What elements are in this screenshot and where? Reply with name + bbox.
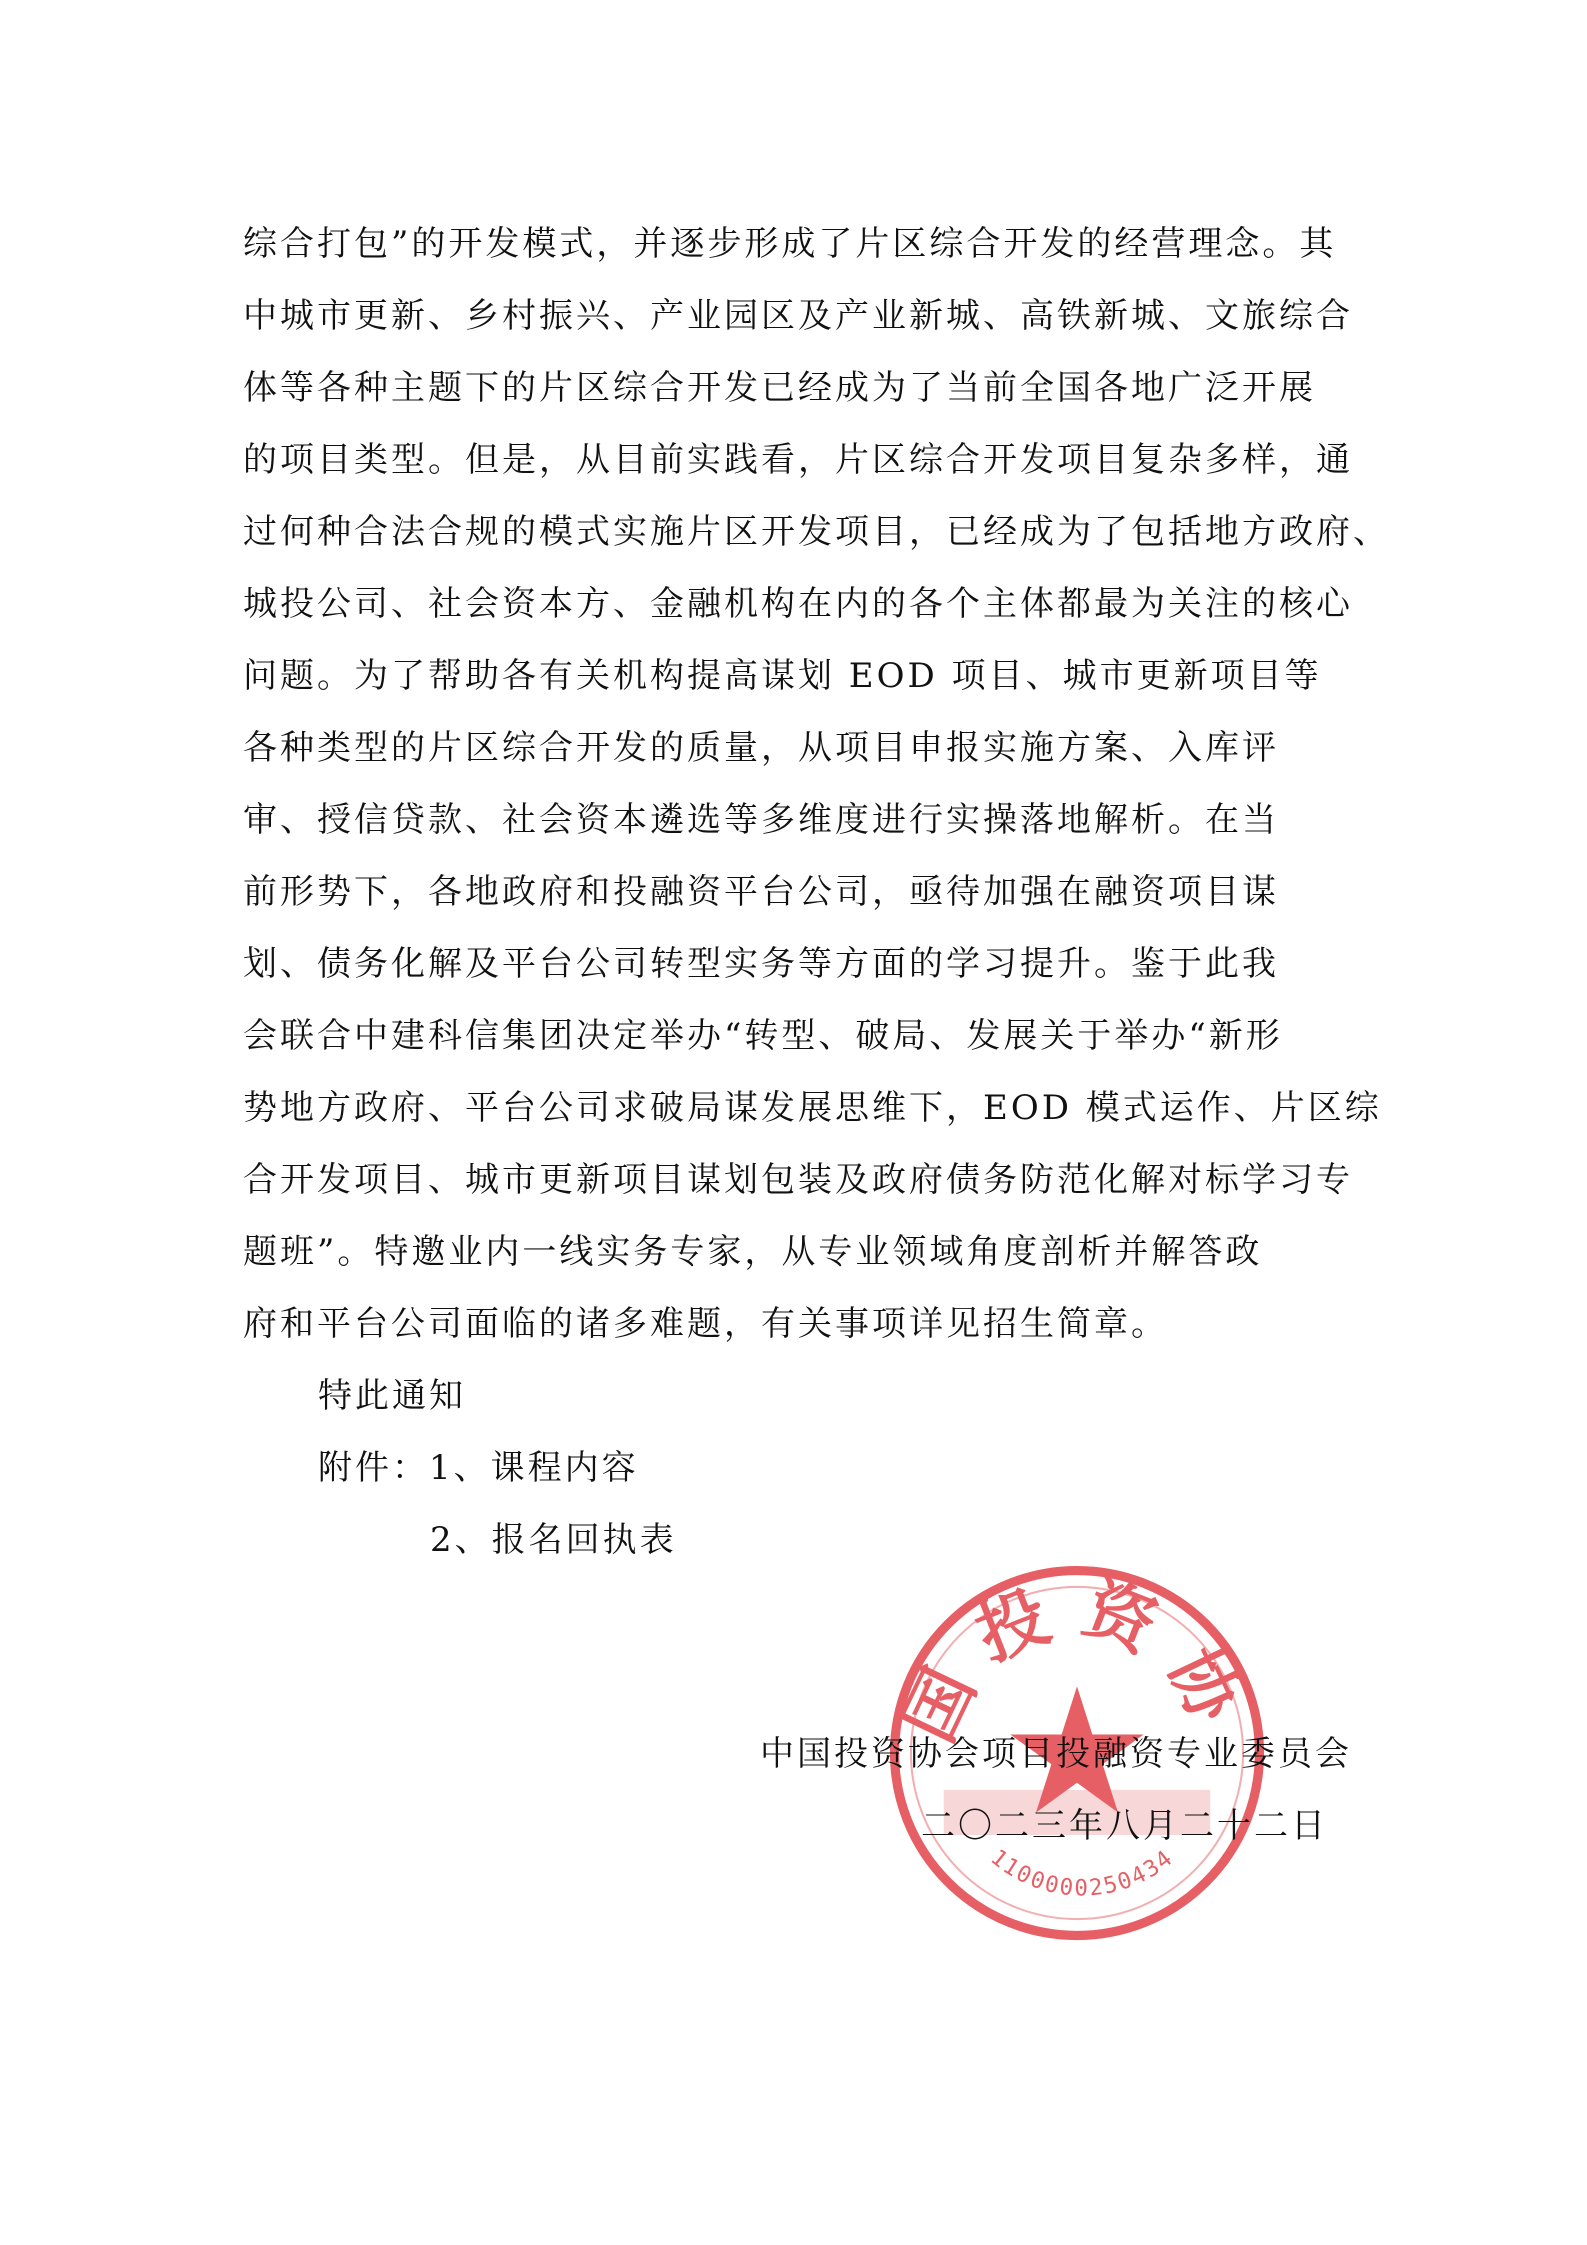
paragraph-line: 题班”。特邀业内一线实务专家，从专业领域角度剖析并解答政	[243, 1232, 1263, 1272]
paragraph-line: 各种类型的片区综合开发的质量，从项目申报实施方案、入库评	[243, 728, 1279, 768]
paragraph-line: 审、授信贷款、社会资本遴选等多维度进行实操落地解析。在当	[243, 800, 1279, 840]
letter-body	[243, 208, 1390, 1576]
seal-arc-text: 国投资协	[888, 1567, 1266, 1755]
attachments-prefix: 附件：	[318, 1448, 429, 1488]
paragraph-line: 府和平台公司面临的诸多难题，有关事项详见招生简章。	[243, 1304, 1168, 1344]
signing-organization: 中国投资协会项目投融资专业委员会	[760, 1734, 1352, 1774]
notice-line: 特此通知	[318, 1376, 466, 1416]
paragraph-line: 划、债务化解及平台公司转型实务等方面的学习提升。鉴于此我	[243, 944, 1279, 984]
attachment-item: 1、课程内容	[429, 1448, 639, 1488]
paragraph-line: 的项目类型。但是，从目前实践看，片区综合开发项目复杂多样，通	[243, 440, 1353, 480]
paragraph-line: 势地方政府、平台公司求破局谋发展思维下，EOD 模式运作、片区综	[243, 1088, 1382, 1128]
paragraph-line: 中城市更新、乡村振兴、产业园区及产业新城、高铁新城、文旅综合	[243, 296, 1353, 336]
paragraph-line: 会联合中建科信集团决定举办“转型、破局、发展关于举办“新形	[243, 1016, 1283, 1056]
paragraph-line: 合开发项目、城市更新项目谋划包装及政府债务防范化解对标学习专	[243, 1160, 1353, 1200]
attachment-item: 2、报名回执表	[430, 1520, 677, 1560]
seal-number: 1100000250434	[985, 1844, 1179, 1902]
signing-date: 二〇二三年八月二十二日	[921, 1806, 1328, 1846]
paragraph-line: 前形势下，各地政府和投融资平台公司，亟待加强在融资项目谋	[243, 872, 1279, 912]
paragraph-line: 城投公司、社会资本方、金融机构在内的各个主体都最为关注的核心	[243, 584, 1353, 624]
paragraph-line: 过何种合法合规的模式实施片区开发项目，已经成为了包括地方政府、	[243, 512, 1390, 552]
paragraph-line: 问题。为了帮助各有关机构提高谋划 EOD 项目、城市更新项目等	[243, 656, 1322, 696]
signature-block	[700, 1718, 1380, 1862]
attachments-line	[243, 1432, 1383, 1504]
paragraph-line: 体等各种主题下的片区综合开发已经成为了当前全国各地广泛开展	[243, 368, 1316, 408]
paragraph-line: 综合打包”的开发模式，并逐步形成了片区综合开发的经营理念。其	[243, 224, 1337, 264]
